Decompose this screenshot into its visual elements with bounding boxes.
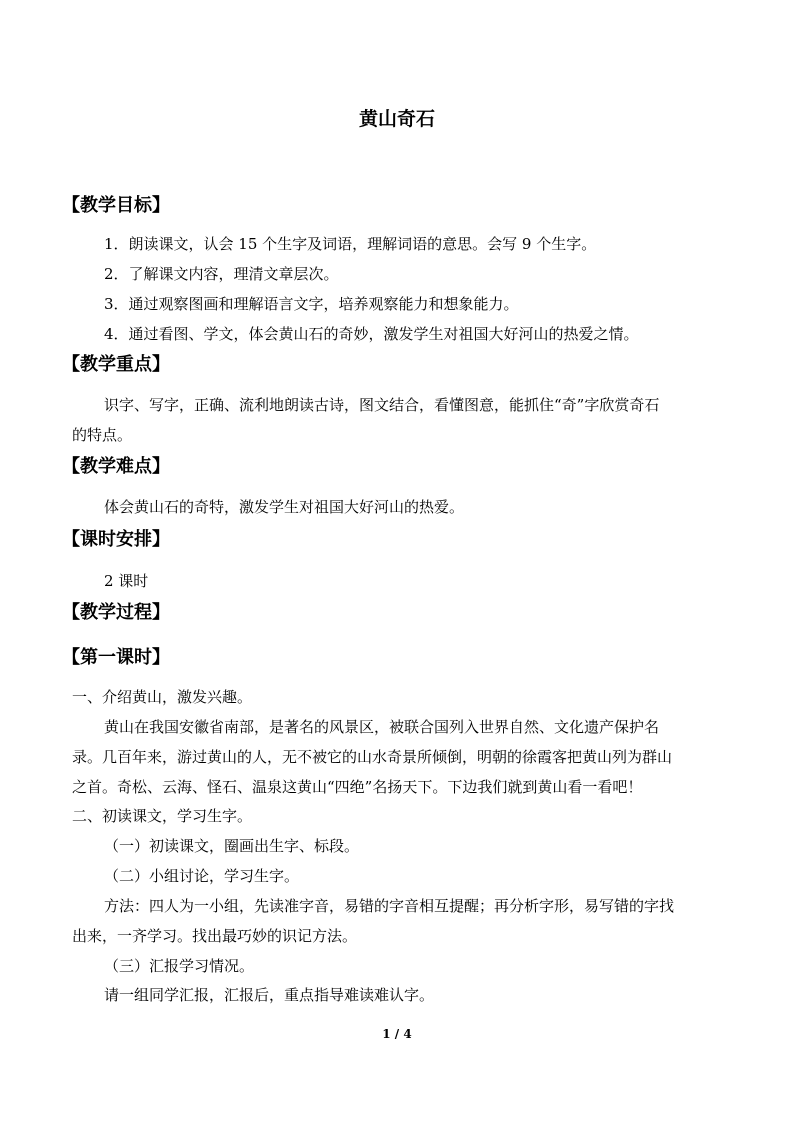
goal-item-3: 3．通过观察图画和理解语言文字，培养观察能力和想象能力。 [104, 295, 519, 313]
lesson-line-11: 请一组同学汇报，汇报后，重点指导难读难认字。 [104, 986, 435, 1004]
schedule-line-1: 2 课时 [104, 572, 149, 590]
goal-item-4: 4．通过看图、学文，体会黄山石的奇妙，激发学生对祖国大好河山的热爱之情。 [104, 325, 639, 343]
lesson-line-6: （一）初读课文，圈画出生字、标段。 [104, 837, 360, 855]
heading-difficulties: 【教学难点】 [62, 456, 170, 477]
goal-item-1: 1．朗读课文，认会 15 个生字及词语，理解词语的意思。会写 9 个生字。 [104, 235, 597, 253]
difficulties-line-1: 体会黄山石的奇特，激发学生对祖国大好河山的热爱。 [104, 498, 465, 516]
lesson-line-2: 黄山在我国安徽省南部，是著名的风景区，被联合国列入世界自然、文化遗产保护名 [104, 718, 660, 736]
lesson-line-10: （三）汇报学习情况。 [104, 957, 255, 975]
heading-first-lesson: 【第一课时】 [62, 647, 170, 668]
lesson-line-1: 一、介绍黄山，激发兴趣。 [72, 688, 253, 706]
goal-item-2: 2．了解课文内容，理清文章层次。 [104, 265, 339, 283]
lesson-line-9: 出来，一齐学习。找出最巧妙的识记方法。 [72, 927, 358, 945]
heading-process: 【教学过程】 [62, 602, 170, 623]
lesson-line-5: 二、初读课文，学习生字。 [72, 807, 253, 825]
lesson-line-7: （二）小组讨论，学习生字。 [104, 867, 300, 885]
page-title: 黄山奇石 [358, 108, 435, 130]
heading-key-points: 【教学重点】 [62, 354, 170, 375]
key-points-line-1: 识字、写字，正确、流利地朗读古诗，图文结合，看懂图意，能抓住“奇”字欣赏奇石 [104, 396, 660, 414]
lesson-line-8: 方法：四人为一小组，先读准字音，易错的字音相互提醒；再分析字形，易写错的字找 [104, 897, 675, 915]
lesson-line-4: 之首。奇松、云海、怪石、温泉这黄山“四绝”名扬天下。下边我们就到黄山看一看吧！ [72, 778, 643, 796]
heading-goals: 【教学目标】 [62, 195, 170, 216]
page-number: 1 / 4 [382, 1027, 412, 1041]
heading-schedule: 【课时安排】 [62, 529, 170, 550]
lesson-line-3: 录。几百年来，游过黄山的人，无不被它的山水奇景所倾倒，明朝的徐霞客把黄山列为群山 [72, 748, 673, 766]
key-points-line-2: 的特点。 [72, 426, 133, 444]
